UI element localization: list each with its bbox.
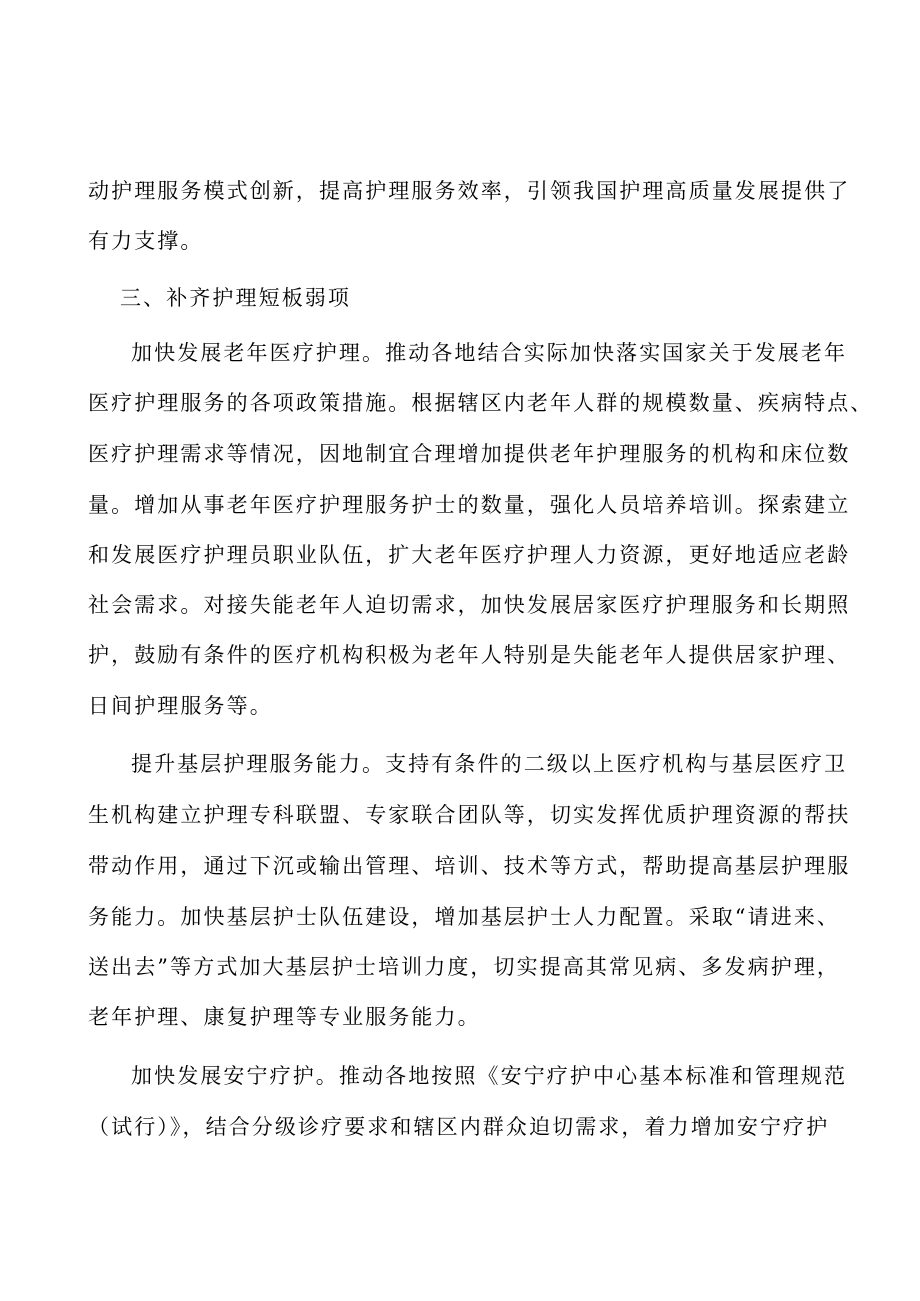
text-line: 老年护理、康复护理等专业服务能力。 xyxy=(88,1005,481,1029)
text-line: 医疗护理需求等情况，因地制宜合理增加提供老年护理服务的机构和床位数 xyxy=(88,442,851,466)
text-line: 护，鼓励有条件的医疗机构积极为老年人特别是失能老年人提供居家护理、 xyxy=(88,643,851,667)
section-heading: 三、补齐护理短板弱项 xyxy=(120,286,351,310)
text-line: 加快发展安宁疗护。推动各地按照《安宁疗护中心基本标准和管理规范 xyxy=(131,1064,848,1088)
text-line: （试行）》，结合分级诊疗要求和辖区内群众迫切需求，着力增加安宁疗护 xyxy=(88,1115,830,1139)
text-line: 日间护理服务等。 xyxy=(88,694,273,718)
text-line: 动护理服务模式创新，提高护理服务效率，引领我国护理高质量发展提供了 xyxy=(88,179,851,203)
text-line: 有力支撑。 xyxy=(88,229,204,253)
text-line: 生机构建立护理专科联盟、专家联合团队等，切实发挥优质护理资源的帮扶 xyxy=(88,803,851,827)
text-line: 医疗护理服务的各项政策措施。根据辖区内老年人群的规模数量、疾病特点、 xyxy=(88,391,874,415)
text-line: 带动作用，通过下沉或输出管理、培训、技术等方式，帮助提高基层护理服 xyxy=(88,854,851,878)
text-line: 加快发展老年医疗护理。推动各地结合实际加快落实国家关于发展老年 xyxy=(131,341,848,365)
text-line: 提升基层护理服务能力。支持有条件的二级以上医疗机构与基层医疗卫 xyxy=(131,752,848,776)
text-line: 和发展医疗护理员职业队伍，扩大老年医疗护理人力资源，更好地适应老龄 xyxy=(88,543,851,567)
text-line: 社会需求。对接失能老年人迫切需求，加快发展居家医疗护理服务和长期照 xyxy=(88,593,851,617)
text-line: 务能力。加快基层护士队伍建设，增加基层护士人力配置。采取“请进来、 xyxy=(88,905,841,929)
text-line: 送出去”等方式加大基层护士培训力度，切实提高其常见病、多发病护理， xyxy=(88,955,841,979)
text-line: 量。增加从事老年医疗护理服务护士的数量，强化人员培养培训。探索建立 xyxy=(88,493,851,517)
